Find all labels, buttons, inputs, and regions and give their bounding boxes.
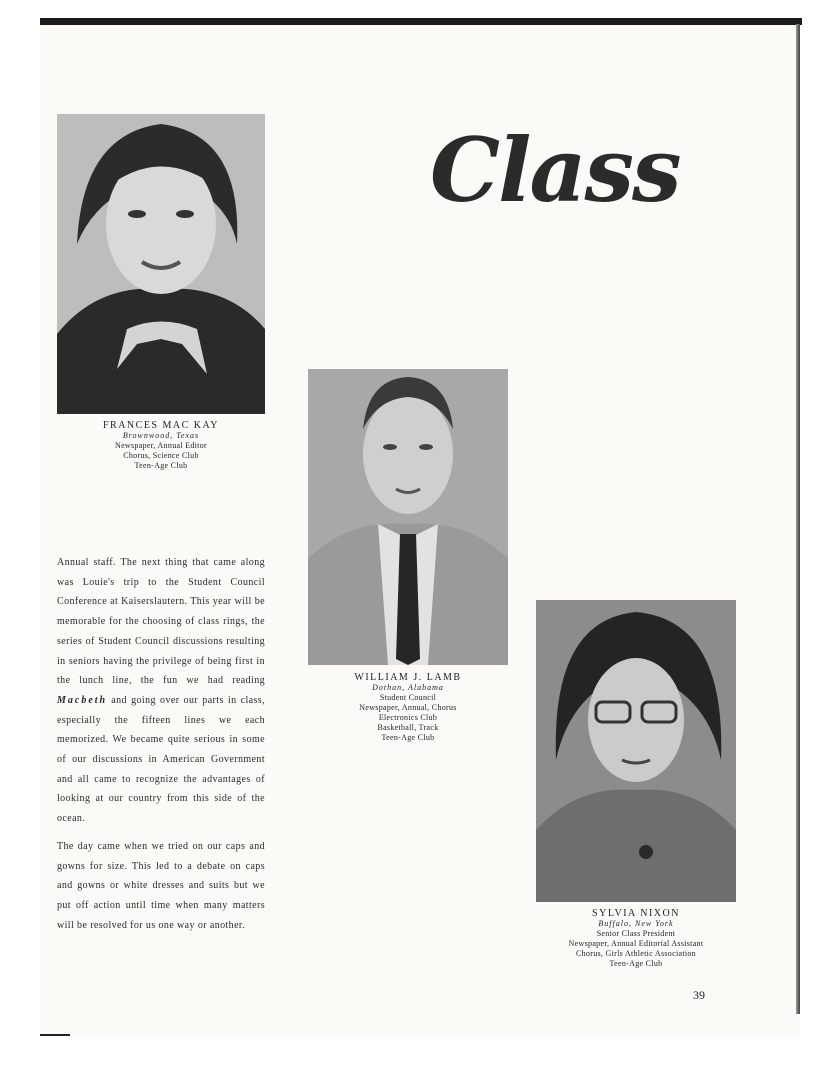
article-text-run: Annual staff. The next thing that came along was Louie's trip to the Student Council Conference at Kaiserslautern. This year will be memorable for the choosing of class rings, the series of Student Council discussions resulting in seniors having the privilege of being first in the lunch line, the fun we had reading bbox=[57, 557, 265, 687]
student-activity: Newspaper, Annual, Chorus bbox=[359, 703, 457, 712]
caption-william-j-lamb bbox=[308, 673, 508, 743]
portrait-frances-mac-kay bbox=[57, 114, 265, 414]
portrait-william-j-lamb bbox=[308, 369, 508, 665]
student-activity: Senior Class President bbox=[596, 929, 676, 938]
student-activity: Teen-Age Club bbox=[609, 959, 663, 968]
student-activity: Newspaper, Annual Editor bbox=[115, 441, 207, 450]
top-border bbox=[40, 18, 802, 25]
student-activity: Chorus, Science Club bbox=[123, 451, 199, 460]
caption-sylvia-nixon bbox=[536, 909, 736, 969]
student-activity: Newspaper, Annual Editorial Assistant bbox=[568, 939, 704, 948]
page-title: Class bbox=[430, 118, 680, 222]
student-name: WILLIAM J. LAMB bbox=[354, 672, 462, 683]
student-hometown: Dothan, Alabama bbox=[372, 683, 444, 692]
article-text-run: and going over our parts in class, especially the fifteen lines we each memorized. We became quite serious in some of our discussions in American Government and all came to recognize the advantages of looking at our country from this side of the ocean. bbox=[57, 694, 266, 825]
caption-frances-mac-kay bbox=[57, 421, 265, 471]
portrait-sylvia-nixon bbox=[536, 600, 736, 902]
student-name: SYLVIA NIXON bbox=[592, 908, 680, 919]
page-number: 39 bbox=[693, 988, 705, 1002]
article-text bbox=[57, 553, 265, 943]
article-paragraph bbox=[57, 553, 265, 829]
article-title-reference: Macbeth bbox=[57, 694, 108, 706]
bottom-rule bbox=[40, 1034, 70, 1036]
student-activity: Basketball, Track bbox=[377, 723, 439, 732]
student-activity: Student Council bbox=[379, 693, 437, 702]
article-paragraph: The day came when we tried on our caps and gowns for size. This led to a debate on caps and gowns or white dresses and suits but we put off action until time when many matters will be resolved for us one way or another. bbox=[57, 840, 265, 931]
student-hometown: Buffalo, New York bbox=[598, 919, 674, 928]
student-activity: Electronics Club bbox=[378, 713, 438, 722]
student-activity: Teen-Age Club bbox=[381, 733, 435, 742]
student-activity: Teen-Age Club bbox=[134, 461, 188, 470]
student-hometown: Brownwood, Texas bbox=[122, 431, 200, 440]
student-name: FRANCES MAC KAY bbox=[102, 420, 220, 431]
student-activity: Chorus, Girls Athletic Association bbox=[576, 949, 696, 958]
page-edge bbox=[796, 24, 800, 1014]
